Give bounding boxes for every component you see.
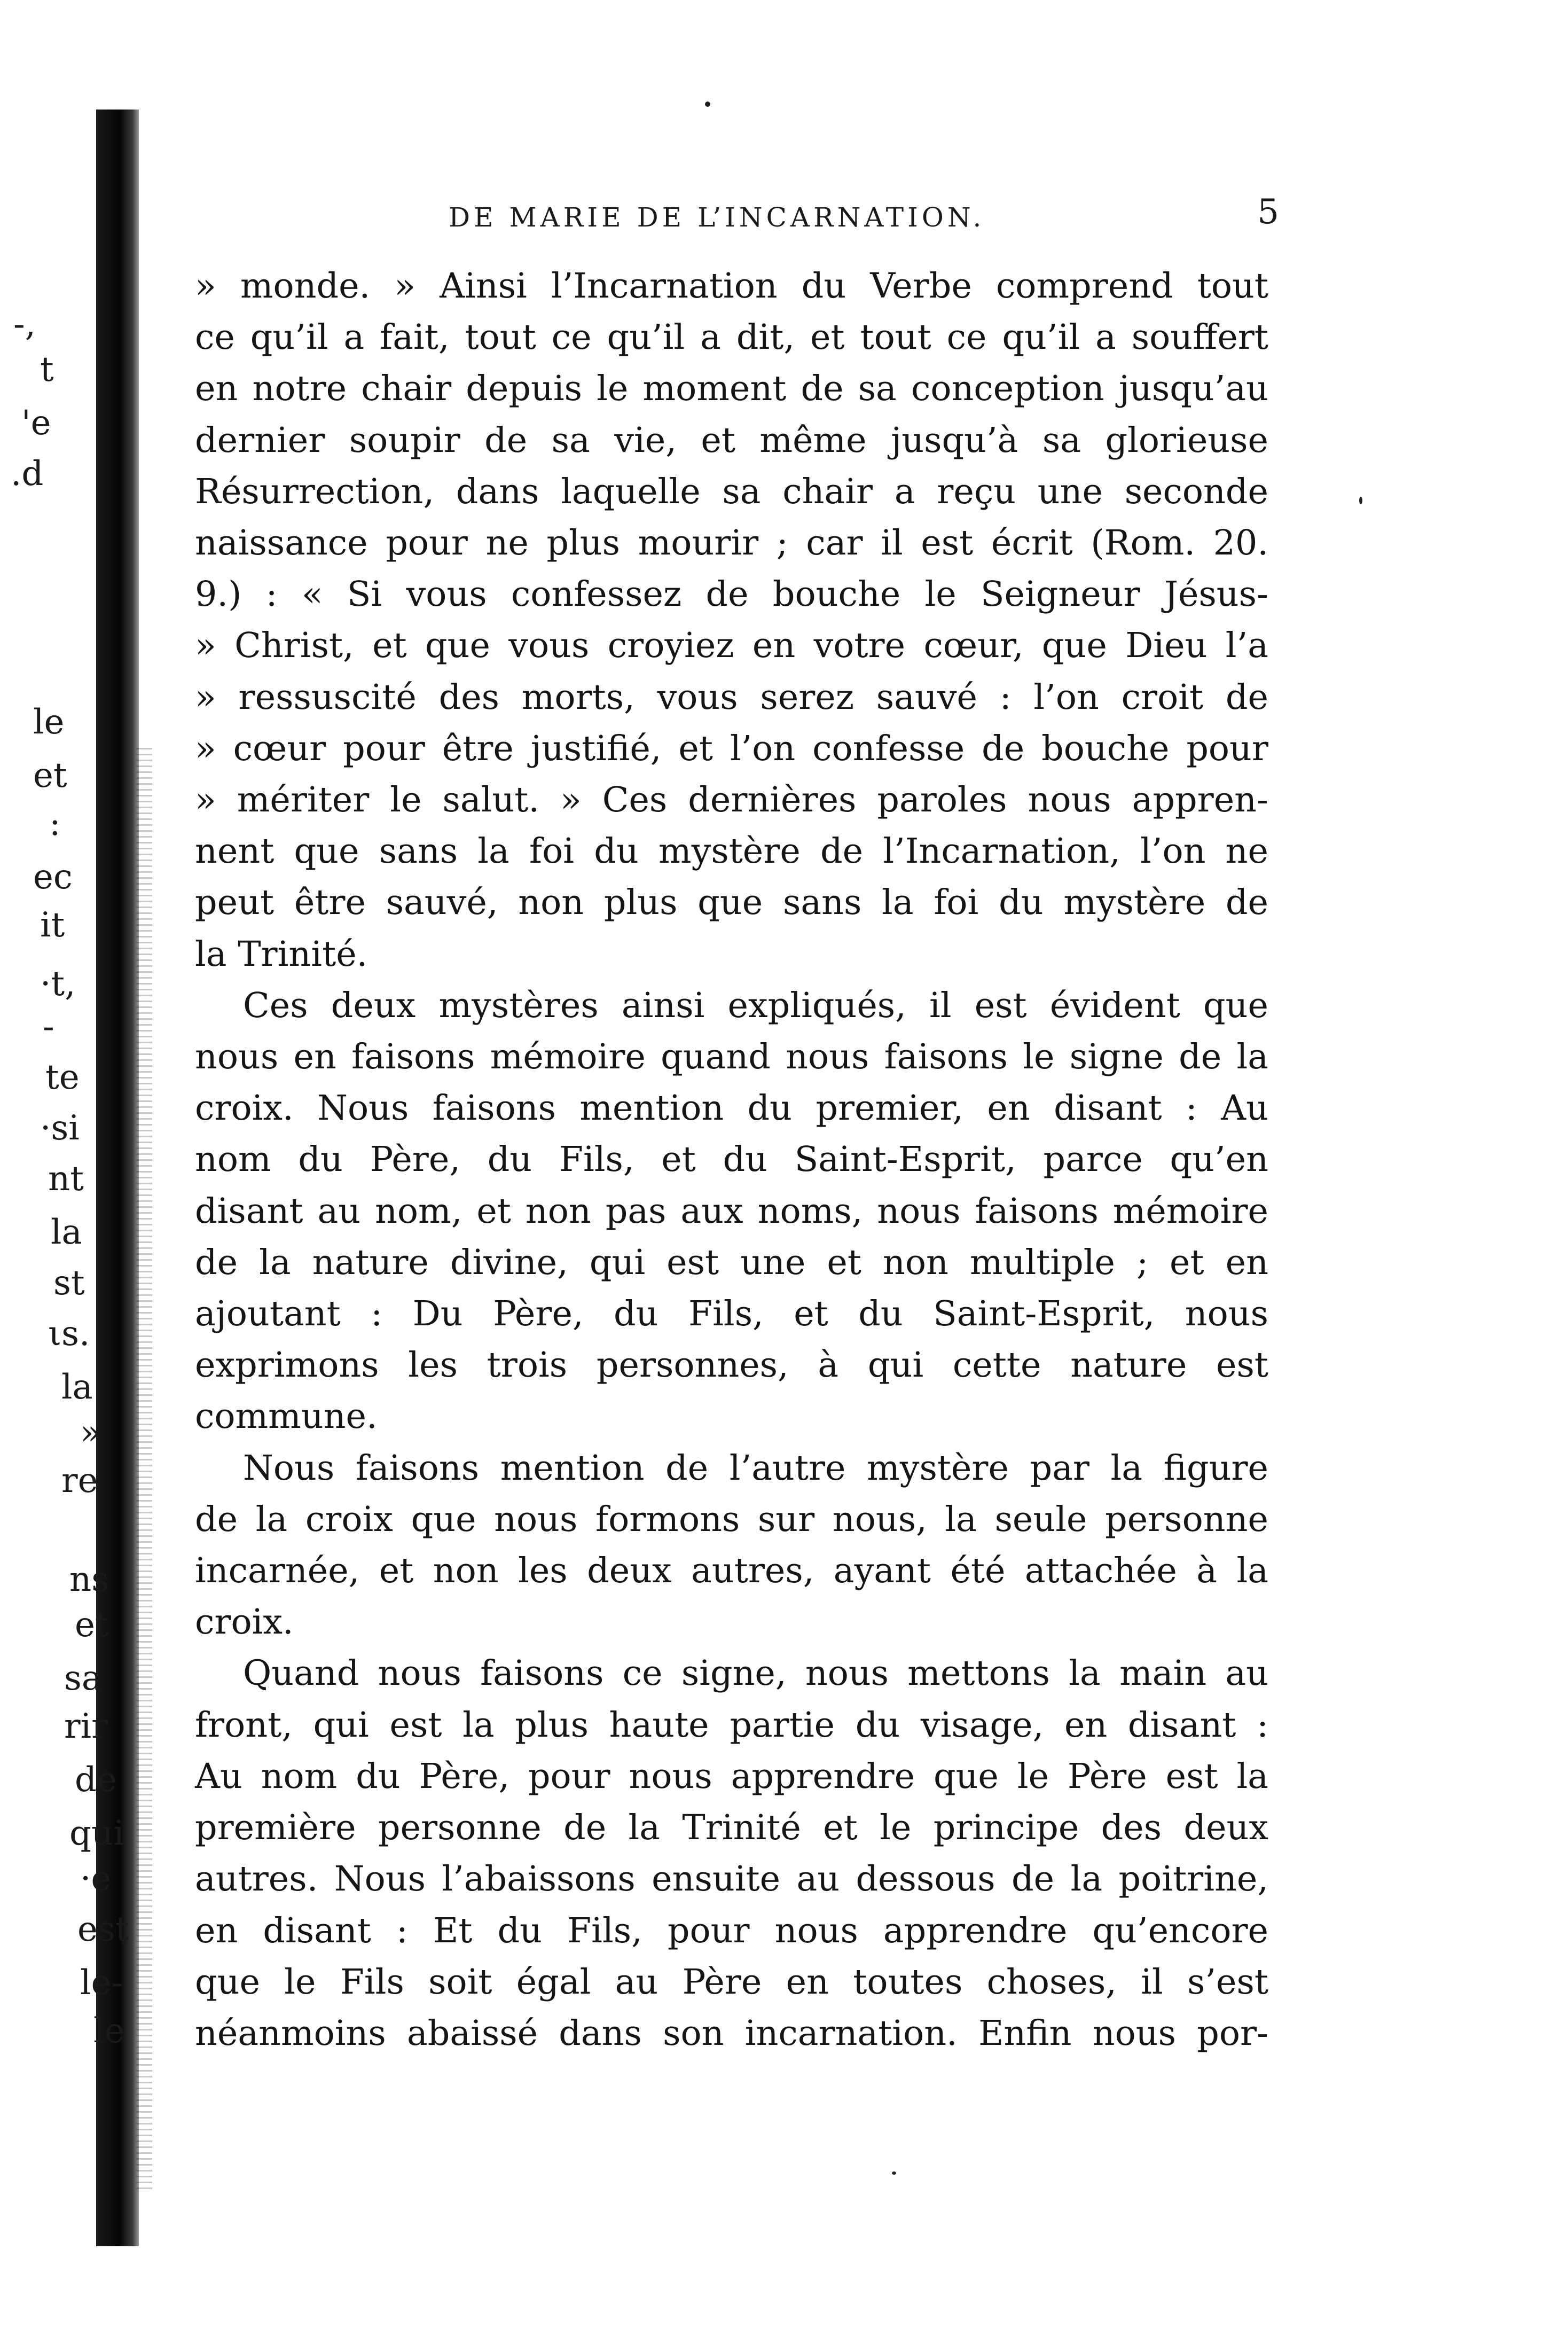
bleed-fragment: qui xyxy=(69,1814,124,1853)
text-line: peut être sauvé, non plus que sans la foi du mystère de xyxy=(195,882,1268,923)
scan-speck xyxy=(892,2171,896,2175)
paragraph xyxy=(195,1648,1268,2059)
text-line: la Trinité. xyxy=(195,934,368,974)
text-line: néanmoins abaissé dans son incarnation. Enfin nous por- xyxy=(195,2013,1268,2053)
text-line: » cœur pour être justifié, et l’on confesse de bouche pour xyxy=(195,728,1268,769)
bleed-fragment: ιs. xyxy=(48,1314,90,1354)
bleed-fragment: re xyxy=(61,1461,98,1501)
bleed-fragment: ec xyxy=(33,857,73,897)
bleed-fragment: nt xyxy=(48,1159,84,1199)
bleed-fragment: -, xyxy=(13,304,36,344)
text-line: en disant : Et du Fils, pour nous apprendre qu’encore xyxy=(195,1910,1268,1951)
bleed-fragment: ·e xyxy=(80,1859,112,1899)
text-line: autres. Nous l’abaissons ensuite au dessous de la poitrine, xyxy=(195,1859,1268,1900)
text-line: Nous faisons mention de l’autre mystère par la figure xyxy=(243,1448,1268,1488)
paragraph xyxy=(195,980,1268,1443)
bleed-fragment: de xyxy=(75,1760,117,1800)
text-line: dernier soupir de sa vie, et même jusqu’à sa glorieuse xyxy=(195,420,1268,460)
bleed-fragment: st xyxy=(53,1263,85,1303)
text-line: croix. xyxy=(195,1602,294,1643)
text-line: ce qu’il a fait, tout ce qu’il a dit, et tout ce qu’il a souffert xyxy=(195,317,1268,358)
text-line: » monde. » Ainsi l’Incarnation du Verbe comprend tout xyxy=(195,266,1268,306)
bleed-fragment: .d xyxy=(11,454,44,494)
bleed-fragment: - xyxy=(43,1007,54,1046)
text-line: commune. xyxy=(195,1396,378,1437)
text-line: » mériter le salut. » Ces dernières paroles nous appren- xyxy=(195,780,1268,821)
text-line: ajoutant : Du Père, du Fils, et du Saint-Esprit, nous xyxy=(195,1294,1268,1334)
text-line: que le Fils soit égal au Père en toutes choses, il s’est xyxy=(195,1962,1268,2002)
text-line: de la croix que nous formons sur nous, la seule personne xyxy=(195,1499,1268,1540)
text-line: exprimons les trois personnes, à qui cette nature est xyxy=(195,1345,1268,1386)
paragraph xyxy=(195,261,1268,980)
text-line: » ressuscité des morts, vous serez sauvé : l’on croit de xyxy=(195,677,1268,717)
bleed-fragment: sa xyxy=(64,1659,102,1698)
bleed-fragment: 'e xyxy=(21,403,51,443)
bleed-fragment: le xyxy=(93,2011,125,2051)
bleed-fragment: le xyxy=(33,702,65,742)
text-line: en notre chair depuis le moment de sa conception jusqu’au xyxy=(195,369,1268,409)
text-line: naissance pour ne plus mourir ; car il est écrit (Rom. 20. xyxy=(195,523,1268,564)
bleed-fragment: la xyxy=(61,1368,93,1407)
facing-page-bleed xyxy=(0,0,134,2328)
text-line: nom du Père, du Fils, et du Saint-Esprit, parce qu’en xyxy=(195,1139,1268,1180)
text-line: front, qui est la plus haute partie du visage, en disant : xyxy=(195,1705,1268,1745)
scan-speck xyxy=(705,101,710,107)
body-text xyxy=(195,261,1268,2059)
bleed-fragment: et xyxy=(75,1605,109,1645)
bleed-fragment: le- xyxy=(80,1963,123,2003)
bleed-fragment: ns xyxy=(69,1560,109,1599)
running-title: DE MARIE DE L’INCARNATION. xyxy=(449,202,985,233)
binding-speckle xyxy=(136,748,152,2190)
bleed-fragment: ·t, xyxy=(40,964,76,1004)
text-line: Résurrection, dans laquelle sa chair a reçu une seconde xyxy=(195,471,1268,512)
text-line: de la nature divine, qui est une et non multiple ; et en xyxy=(195,1242,1268,1283)
text-line: 9.) : « Si vous confessez de bouche le Seigneur Jésus- xyxy=(195,574,1268,615)
text-line: » Christ, et que vous croyiez en votre cœur, que Dieu l’a xyxy=(195,626,1268,666)
text-line: incarnée, et non les deux autres, ayant été attachée à la xyxy=(195,1551,1268,1591)
bleed-fragment: rir xyxy=(64,1707,108,1746)
text-line: première personne de la Trinité et le principe des deux xyxy=(195,1808,1268,1848)
text-line: Quand nous faisons ce signe, nous mettons la main au xyxy=(243,1653,1268,1694)
running-head xyxy=(203,192,1279,234)
text-line: Au nom du Père, pour nous apprendre que le Père est la xyxy=(195,1756,1268,1796)
bleed-fragment: it xyxy=(40,905,65,945)
paragraph xyxy=(195,1443,1268,1649)
bleed-fragment: t xyxy=(40,350,54,389)
bleed-fragment: » xyxy=(80,1413,101,1452)
scan-speck xyxy=(1359,497,1362,504)
bleed-fragment: est xyxy=(77,1910,129,1949)
bleed-fragment: te xyxy=(45,1058,80,1097)
text-line: croix. Nous faisons mention du premier, en disant : Au xyxy=(195,1088,1268,1129)
bleed-fragment: ·si xyxy=(40,1108,80,1148)
page-number: 5 xyxy=(1257,192,1279,232)
bleed-fragment: et xyxy=(33,756,67,795)
bleed-fragment: la xyxy=(51,1213,82,1252)
bleed-fragment: : xyxy=(49,804,61,843)
text-line: nent que sans la foi du mystère de l’Incarnation, l’on ne xyxy=(195,831,1268,872)
text-line: Ces deux mystères ainsi expliqués, il est évident que xyxy=(243,985,1268,1026)
text-line: nous en faisons mémoire quand nous faisons le signe de la xyxy=(195,1037,1268,1077)
text-line: disant au nom, et non pas aux noms, nous faisons mémoire xyxy=(195,1191,1268,1231)
